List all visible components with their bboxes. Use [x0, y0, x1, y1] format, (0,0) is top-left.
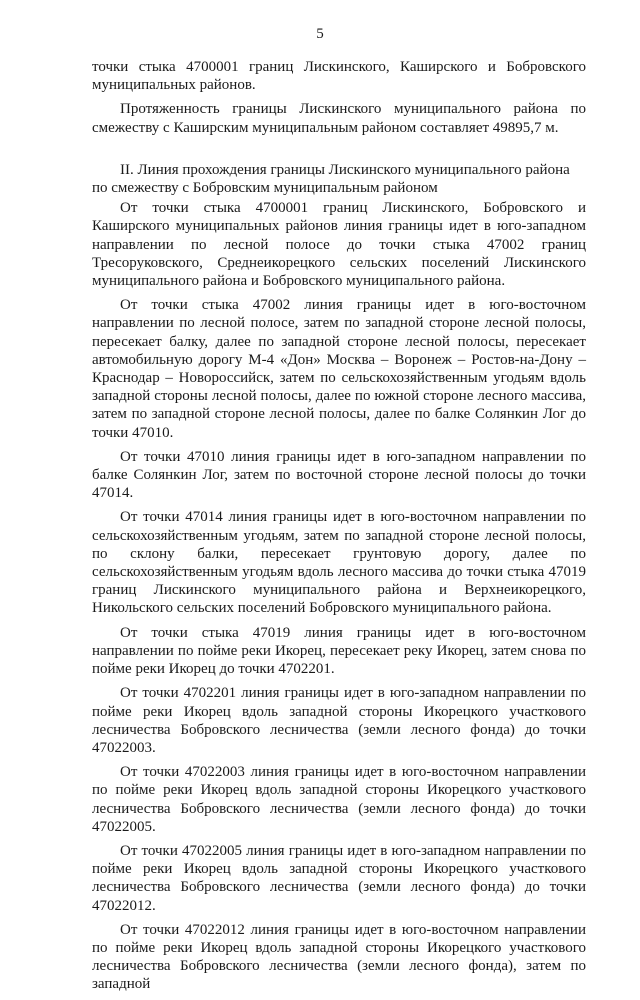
paragraph: От точки 47022012 линия границы идет в юго-восточном направлении по пойме реки Икорец вдоль западной стороны Икорецкого участкового лесничества Бобровского лесничества (земли лесного фонда), затем по западной	[92, 921, 586, 993]
paragraph: От точки стыка 47002 линия границы идет в юго-восточном направлении по лесной полосе, затем по западной стороне лесной полосы, пересекает балку, далее по западной стороне лесной полосы, пересекает автомобильную дорогу М-4 «Дон» Москва – Воронеж – Ростов-на-Дону – Краснодар – Новороссийск, затем по сельскохозяйственным угодьям вдоль западной стороны лесной полосы, далее по южной стороне лесного массива, затем по западной стороне лесной полосы, далее по балке Солянкин Лог до точки 47010.	[92, 297, 586, 441]
page-number: 5	[316, 26, 324, 42]
document-body	[92, 58, 586, 1000]
paragraph: От точки стыка 4700001 границ Лискинского, Бобровского и Каширского муниципальных районов линия границы идет в юго-западном направлении по лесной полосе до точки стыка 47002 границ Тресоруковского, Среднеикорецкого сельских поселений Лискинского муниципального района и Бобровского муниципального района.	[92, 200, 586, 290]
paragraph: От точки 47010 линия границы идет в юго-западном направлении по балке Солянкин Лог, затем по восточной стороне лесной полосы до точки 47014.	[92, 448, 586, 502]
paragraph: От точки 47022003 линия границы идет в юго-восточном направлении по пойме реки Икорец вдоль западной стороны Икорецкого участкового лесничества Бобровского лесничества (земли лесного фонда) до точки 47022005.	[92, 764, 586, 835]
paragraph-continuation: точки стыка 4700001 границ Лискинского, Каширского и Бобровского муниципальных районов.	[92, 59, 586, 94]
paragraph: От точки 4702201 линия границы идет в юго-западном направлении по пойме реки Икорец вдоль западной стороны Икорецкого участкового лесничества Бобровского лесничества (земли лесного фонда) до точки 47022003.	[92, 685, 586, 756]
paragraph-length-summary: Протяженность границы Лискинского муниципального района по смежеству с Каширским муниципальным районом составляет 49895,7 м.	[92, 101, 586, 136]
paragraph: От точки стыка 47019 линия границы идет в юго-восточном направлении по пойме реки Икорец, пересекает реку Икорец, затем снова по пойме реки Икорец до точки 4702201.	[92, 624, 586, 678]
section-heading: II. Линия прохождения границы Лискинского муниципального района по смежеству с Бобровским муниципальным районом	[92, 161, 570, 197]
paragraph: От точки 47022005 линия границы идет в юго-западном направлении по пойме реки Икорец вдоль западной стороны Икорецкого участкового лесничества Бобровского лесничества (земли лесного фонда) до точки 47022012.	[92, 842, 586, 914]
paragraph: От точки 47014 линия границы идет в юго-восточном направлении по сельскохозяйственным угодьям, затем по западной стороне лесной полосы, по склону балки, пересекает грунтовую дорогу, далее по сельскохозяйственным угодьям вдоль лесного массива до точки стыка 47019 границ Лискинского муниципального района и Верхнеикорецкого, Никольского сельских поселений Бобровского муниципального района.	[92, 509, 586, 617]
